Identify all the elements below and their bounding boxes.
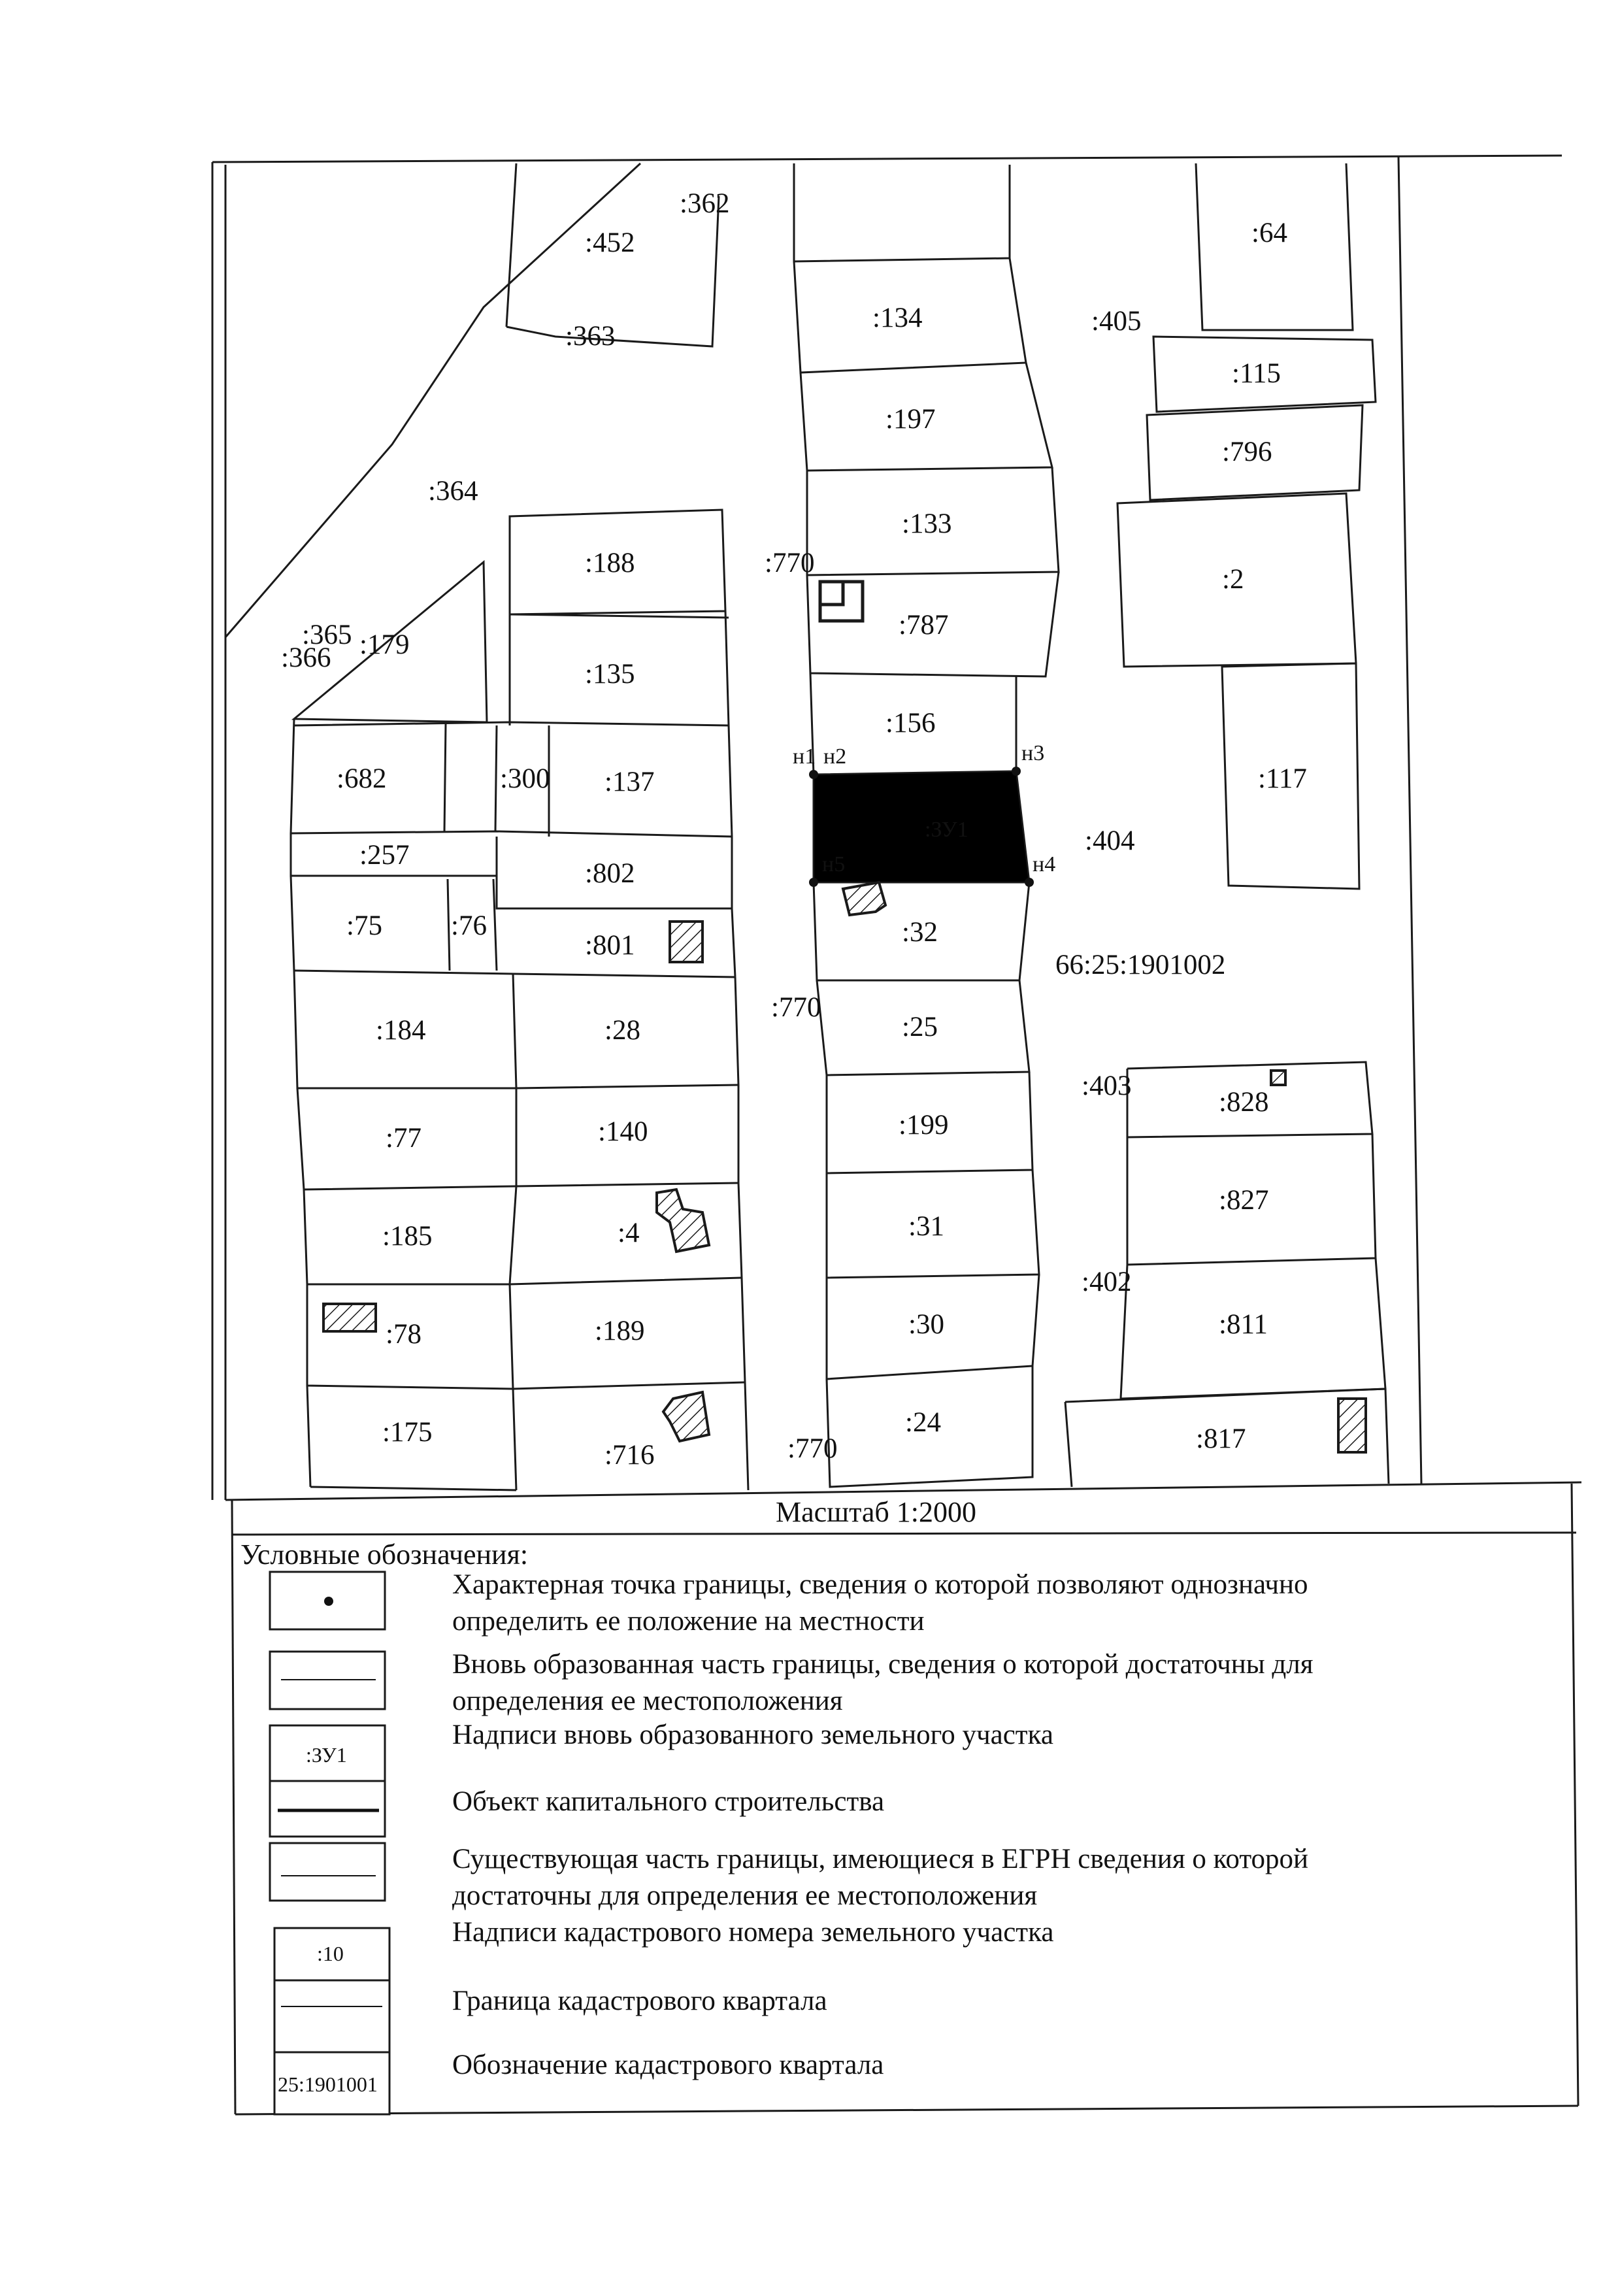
building-78 xyxy=(323,1304,376,1331)
buildings xyxy=(323,582,1366,1452)
parcel-label: :24 xyxy=(905,1407,941,1438)
parcel-label: :365 xyxy=(302,620,352,650)
parcel-label: :801 xyxy=(585,930,635,961)
parcel-label: :257 xyxy=(359,840,410,871)
legend-title: Условные обозначения: xyxy=(240,1539,529,1571)
parcel-label: :817 xyxy=(1196,1423,1246,1454)
legend-sample-text: :ЗУ1 xyxy=(306,1743,347,1767)
parcel-label: :199 xyxy=(899,1110,949,1140)
building-716 xyxy=(663,1392,709,1441)
parcel-label: :32 xyxy=(902,917,938,948)
parcel-label: :796 xyxy=(1222,437,1272,467)
parcel-label: :2 xyxy=(1222,564,1244,595)
parcel-label: :682 xyxy=(337,763,387,794)
legend-text: определения ее местоположения xyxy=(452,1686,843,1716)
legend-text: Вновь образованная часть границы, сведения о которой достаточны для xyxy=(452,1649,1314,1680)
parcel-label: :135 xyxy=(585,659,635,690)
parcel-label: :770 xyxy=(787,1433,838,1464)
parcel-label: :184 xyxy=(376,1015,426,1046)
legend-sample-existing-boundary xyxy=(270,1843,385,1901)
building-4 xyxy=(657,1190,709,1252)
boundary-point-n5 xyxy=(809,878,818,887)
parcel-label: :363 xyxy=(565,321,616,352)
cadastral-quarter-label: 66:25:1901002 xyxy=(1055,950,1226,980)
parcel-label: :188 xyxy=(585,548,635,578)
parcel-label: :197 xyxy=(885,404,936,435)
scale-label: Масштаб 1:2000 xyxy=(776,1496,976,1528)
parcel-label: :404 xyxy=(1085,825,1135,856)
legend-point-icon xyxy=(324,1597,333,1606)
parcel-label: :134 xyxy=(872,303,923,333)
parcel-label: :362 xyxy=(680,188,730,219)
parcel-label: :403 xyxy=(1082,1071,1132,1101)
parcel-label: :25 xyxy=(902,1012,938,1042)
parcel-label: :133 xyxy=(902,508,952,539)
building-32 xyxy=(843,882,885,915)
point-label-n5: н5 xyxy=(822,852,846,876)
parcel-label: :4 xyxy=(618,1218,640,1248)
parcel-label: :76 xyxy=(451,910,487,941)
legend-text: Надписи вновь образованного земельного участка xyxy=(452,1720,1053,1750)
legend-text: определить ее положение на местности xyxy=(452,1606,925,1637)
point-label-n3: н3 xyxy=(1021,741,1045,765)
parcel-label: :28 xyxy=(604,1015,640,1046)
legend-text: Объект капитального строительства xyxy=(452,1786,885,1817)
parcel-label: :452 xyxy=(585,227,635,258)
legend-text: Надписи кадастрового номера земельного участка xyxy=(452,1917,1054,1948)
parcel-label: :117 xyxy=(1258,763,1307,794)
parcel-label: :31 xyxy=(908,1211,944,1242)
parcel-label: :156 xyxy=(885,708,936,739)
parcel-boundaries xyxy=(225,163,1389,1490)
parcel-label: :77 xyxy=(386,1123,422,1154)
legend-sample-quarter-boundary xyxy=(274,1980,389,2052)
point-label-n4: н4 xyxy=(1033,852,1056,876)
parcel-label: :140 xyxy=(598,1116,648,1147)
parcel-label: :75 xyxy=(346,910,382,941)
parcel-label: :366 xyxy=(281,642,331,673)
building-828 xyxy=(1271,1071,1285,1085)
parcel-label: :189 xyxy=(595,1316,645,1346)
building-787-part xyxy=(820,582,843,605)
parcel-label: :64 xyxy=(1251,218,1287,248)
parcel-label: :115 xyxy=(1232,358,1281,389)
legend xyxy=(232,1484,1578,2114)
boundary-point-n3 xyxy=(1012,767,1021,776)
parcel-label: :364 xyxy=(428,476,478,507)
parcel-label: :405 xyxy=(1091,306,1142,337)
building-801 xyxy=(670,922,703,962)
point-label-n1: н1 xyxy=(793,744,816,769)
legend-text: Обозначение кадастрового квартала xyxy=(452,2050,884,2080)
parcel-label: :137 xyxy=(604,767,655,797)
parcel-label: :787 xyxy=(899,610,949,641)
parcel-label: :827 xyxy=(1219,1185,1269,1216)
parcel-label: :175 xyxy=(382,1417,433,1448)
parcel-label: :30 xyxy=(908,1309,944,1340)
legend-text: Существующая часть границы, имеющиеся в ЕГРН сведения о которой xyxy=(452,1844,1309,1874)
parcel-label: :300 xyxy=(500,763,550,794)
boundary-point-n1 xyxy=(809,770,818,779)
point-label-n2: н2 xyxy=(823,744,847,769)
parcel-label: :802 xyxy=(585,858,635,889)
new-parcel-label: :ЗУ1 xyxy=(925,818,968,842)
parcel-label: :811 xyxy=(1219,1309,1268,1340)
parcel-label: :770 xyxy=(765,548,815,578)
building-817 xyxy=(1338,1399,1366,1452)
scale-row xyxy=(232,1496,1576,1535)
parcel-label: :716 xyxy=(604,1440,655,1471)
boundary-point-n4 xyxy=(1025,878,1034,887)
parcel-label: :78 xyxy=(386,1319,422,1350)
legend-text: Граница кадастрового квартала xyxy=(452,1986,827,2016)
parcel-label: :179 xyxy=(359,629,410,660)
parcel-label: :828 xyxy=(1219,1087,1269,1118)
parcel-label: :185 xyxy=(382,1221,433,1252)
parcel-label: :770 xyxy=(771,992,821,1023)
legend-text: достаточны для определения ее местоположения xyxy=(452,1880,1038,1911)
legend-sample-text: :10 xyxy=(317,1942,344,1965)
legend-sample-text: 25:1901001 xyxy=(278,2072,378,2096)
parcel-label: :402 xyxy=(1082,1267,1132,1297)
legend-text: Характерная точка границы, сведения о которой позволяют однозначно xyxy=(452,1569,1308,1600)
